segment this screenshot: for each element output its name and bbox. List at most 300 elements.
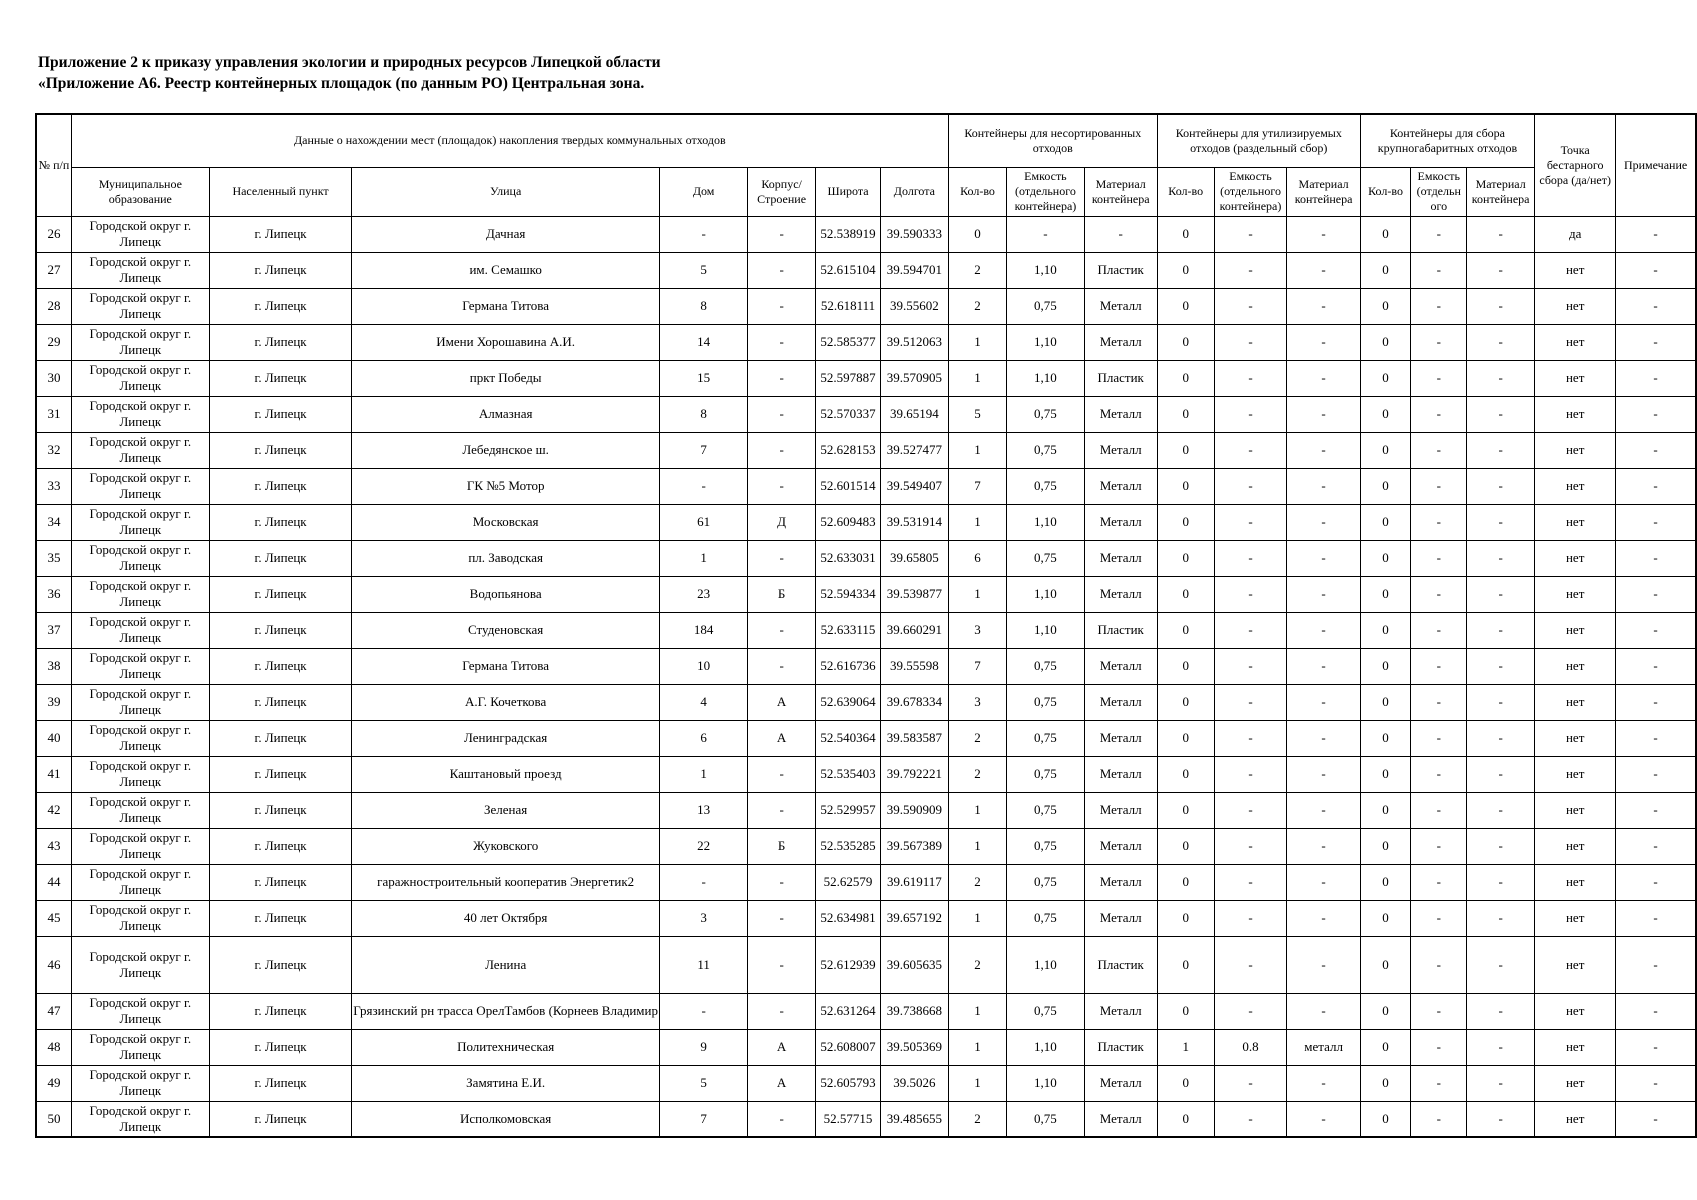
col-header-recycle-material: Материал контейнера (1287, 167, 1360, 216)
cell-num: 43 (36, 828, 71, 864)
cell-settlement: г. Липецк (209, 468, 352, 504)
title-line-2: «Приложение А6. Реестр контейнерных площадок (по данным РО) Центральная зона. (38, 75, 645, 92)
cell-building: - (748, 396, 816, 432)
cell-bulky-material: - (1467, 936, 1535, 993)
col-header-unsorted-count: Кол-во (948, 167, 1007, 216)
table-row (36, 288, 1696, 324)
cell-house: 5 (660, 1065, 748, 1101)
cell-latitude: 52.633115 (816, 612, 881, 648)
cell-longitude: 39.738668 (881, 993, 949, 1029)
cell-recycle-capacity: - (1214, 792, 1287, 828)
cell-bulky-material: - (1467, 216, 1535, 252)
cell-street: Лебедянское ш. (352, 432, 660, 468)
cell-street: Исполкомовская (352, 1101, 660, 1137)
cell-bulky-count: 0 (1360, 900, 1411, 936)
cell-bulky-count: 0 (1360, 936, 1411, 993)
cell-bulky-count: 0 (1360, 504, 1411, 540)
cell-note: - (1616, 1029, 1696, 1065)
cell-latitude: 52.633031 (816, 540, 881, 576)
cell-municipality: Городской округ г. Липецк (71, 612, 209, 648)
cell-unsorted-material: Металл (1084, 792, 1157, 828)
cell-longitude: 39.594701 (881, 252, 949, 288)
cell-bagless: нет (1535, 792, 1616, 828)
cell-num: 33 (36, 468, 71, 504)
cell-settlement: г. Липецк (209, 324, 352, 360)
cell-bulky-count: 0 (1360, 540, 1411, 576)
cell-unsorted-capacity: 1,10 (1007, 252, 1084, 288)
cell-num: 45 (36, 900, 71, 936)
cell-bulky-capacity: - (1411, 993, 1467, 1029)
cell-bagless: нет (1535, 432, 1616, 468)
col-header-bagless: Точка бестарного сбора (да/нет) (1535, 114, 1616, 216)
cell-unsorted-capacity: 1,10 (1007, 1065, 1084, 1101)
cell-building: - (748, 468, 816, 504)
cell-bagless: нет (1535, 324, 1616, 360)
cell-unsorted-capacity: 0,75 (1007, 756, 1084, 792)
cell-settlement: г. Липецк (209, 216, 352, 252)
cell-recycle-capacity: - (1214, 993, 1287, 1029)
cell-recycle-capacity: - (1214, 1101, 1287, 1137)
cell-num: 31 (36, 396, 71, 432)
cell-unsorted-capacity: 0,75 (1007, 792, 1084, 828)
cell-unsorted-count: 1 (948, 324, 1007, 360)
cell-recycle-count: 0 (1157, 612, 1214, 648)
cell-unsorted-capacity: 0,75 (1007, 288, 1084, 324)
cell-latitude: 52.639064 (816, 684, 881, 720)
cell-num: 48 (36, 1029, 71, 1065)
cell-unsorted-material: Металл (1084, 288, 1157, 324)
cell-municipality: Городской округ г. Липецк (71, 684, 209, 720)
cell-recycle-count: 0 (1157, 468, 1214, 504)
cell-bagless: нет (1535, 936, 1616, 993)
table-row (36, 648, 1696, 684)
cell-bagless: нет (1535, 1029, 1616, 1065)
cell-recycle-count: 0 (1157, 252, 1214, 288)
cell-unsorted-capacity: 0,75 (1007, 864, 1084, 900)
cell-bulky-capacity: - (1411, 468, 1467, 504)
cell-recycle-capacity: - (1214, 720, 1287, 756)
cell-house: 1 (660, 756, 748, 792)
table-row (36, 993, 1696, 1029)
cell-unsorted-material: Пластик (1084, 252, 1157, 288)
cell-recycle-material: - (1287, 504, 1360, 540)
cell-street: гаражностроительный кооператив Энергетик2 (352, 864, 660, 900)
cell-settlement: г. Липецк (209, 396, 352, 432)
cell-recycle-capacity: - (1214, 756, 1287, 792)
cell-street: Замятина Е.И. (352, 1065, 660, 1101)
cell-unsorted-count: 3 (948, 612, 1007, 648)
cell-municipality: Городской округ г. Липецк (71, 540, 209, 576)
cell-recycle-material: - (1287, 828, 1360, 864)
cell-recycle-capacity: - (1214, 288, 1287, 324)
cell-note: - (1616, 612, 1696, 648)
table-row (36, 576, 1696, 612)
cell-unsorted-capacity: - (1007, 216, 1084, 252)
cell-unsorted-count: 1 (948, 360, 1007, 396)
cell-bulky-capacity: - (1411, 1101, 1467, 1137)
cell-longitude: 39.65805 (881, 540, 949, 576)
cell-building: - (748, 252, 816, 288)
cell-bulky-count: 0 (1360, 828, 1411, 864)
cell-unsorted-capacity: 1,10 (1007, 360, 1084, 396)
cell-house: - (660, 468, 748, 504)
cell-latitude: 52.612939 (816, 936, 881, 993)
cell-recycle-capacity: - (1214, 432, 1287, 468)
cell-settlement: г. Липецк (209, 432, 352, 468)
cell-recycle-count: 0 (1157, 288, 1214, 324)
cell-settlement: г. Липецк (209, 504, 352, 540)
cell-bagless: нет (1535, 540, 1616, 576)
cell-note: - (1616, 648, 1696, 684)
cell-street: Московская (352, 504, 660, 540)
cell-unsorted-count: 1 (948, 432, 1007, 468)
col-header-street: Улица (352, 167, 660, 216)
cell-municipality: Городской округ г. Липецк (71, 216, 209, 252)
cell-num: 39 (36, 684, 71, 720)
cell-house: - (660, 216, 748, 252)
cell-note: - (1616, 216, 1696, 252)
cell-municipality: Городской округ г. Липецк (71, 936, 209, 993)
cell-bulky-capacity: - (1411, 1029, 1467, 1065)
cell-settlement: г. Липецк (209, 648, 352, 684)
cell-bulky-material: - (1467, 468, 1535, 504)
cell-house: 7 (660, 432, 748, 468)
cell-bulky-count: 0 (1360, 792, 1411, 828)
cell-recycle-count: 0 (1157, 993, 1214, 1029)
cell-longitude: 39.55598 (881, 648, 949, 684)
cell-recycle-count: 0 (1157, 756, 1214, 792)
cell-bulky-material: - (1467, 792, 1535, 828)
cell-longitude: 39.660291 (881, 612, 949, 648)
cell-bulky-material: - (1467, 576, 1535, 612)
cell-street: им. Семашко (352, 252, 660, 288)
cell-recycle-count: 0 (1157, 432, 1214, 468)
cell-building: - (748, 360, 816, 396)
cell-bagless: нет (1535, 720, 1616, 756)
table-row (36, 900, 1696, 936)
cell-longitude: 39.5026 (881, 1065, 949, 1101)
cell-bulky-count: 0 (1360, 612, 1411, 648)
cell-street: А.Г. Кочеткова (352, 684, 660, 720)
cell-municipality: Городской округ г. Липецк (71, 1029, 209, 1065)
cell-municipality: Городской округ г. Липецк (71, 756, 209, 792)
cell-settlement: г. Липецк (209, 792, 352, 828)
cell-street: Алмазная (352, 396, 660, 432)
cell-house: 8 (660, 288, 748, 324)
table-row (36, 252, 1696, 288)
cell-longitude: 39.505369 (881, 1029, 949, 1065)
cell-longitude: 39.792221 (881, 756, 949, 792)
cell-bulky-material: - (1467, 828, 1535, 864)
cell-recycle-material: - (1287, 864, 1360, 900)
cell-house: 4 (660, 684, 748, 720)
cell-bulky-material: - (1467, 504, 1535, 540)
cell-note: - (1616, 864, 1696, 900)
col-header-bulky-material: Материал контейнера (1467, 167, 1535, 216)
cell-num: 27 (36, 252, 71, 288)
cell-longitude: 39.590909 (881, 792, 949, 828)
cell-note: - (1616, 756, 1696, 792)
cell-building: Б (748, 828, 816, 864)
cell-municipality: Городской округ г. Липецк (71, 432, 209, 468)
cell-street: пркт Победы (352, 360, 660, 396)
cell-municipality: Городской округ г. Липецк (71, 396, 209, 432)
cell-house: 22 (660, 828, 748, 864)
table-row (36, 540, 1696, 576)
cell-unsorted-material: Металл (1084, 756, 1157, 792)
cell-settlement: г. Липецк (209, 756, 352, 792)
cell-note: - (1616, 324, 1696, 360)
cell-recycle-material: - (1287, 900, 1360, 936)
cell-bulky-count: 0 (1360, 288, 1411, 324)
cell-municipality: Городской округ г. Липецк (71, 900, 209, 936)
cell-unsorted-count: 7 (948, 468, 1007, 504)
cell-recycle-material: - (1287, 648, 1360, 684)
cell-recycle-capacity: - (1214, 864, 1287, 900)
cell-bulky-capacity: - (1411, 792, 1467, 828)
cell-building: А (748, 720, 816, 756)
cell-unsorted-capacity: 0,75 (1007, 432, 1084, 468)
cell-unsorted-material: Металл (1084, 648, 1157, 684)
cell-house: 184 (660, 612, 748, 648)
cell-bulky-count: 0 (1360, 576, 1411, 612)
cell-bulky-capacity: - (1411, 576, 1467, 612)
cell-recycle-count: 0 (1157, 504, 1214, 540)
cell-bulky-material: - (1467, 432, 1535, 468)
cell-bulky-count: 0 (1360, 684, 1411, 720)
col-header-recycle-capacity: Емкость (отдельного контейнера) (1214, 167, 1287, 216)
cell-note: - (1616, 684, 1696, 720)
table-row (36, 684, 1696, 720)
cell-bulky-capacity: - (1411, 864, 1467, 900)
cell-bagless: нет (1535, 396, 1616, 432)
cell-bagless: нет (1535, 756, 1616, 792)
cell-longitude: 39.531914 (881, 504, 949, 540)
cell-latitude: 52.594334 (816, 576, 881, 612)
cell-unsorted-capacity: 0,75 (1007, 720, 1084, 756)
cell-bulky-count: 0 (1360, 468, 1411, 504)
cell-bulky-count: 0 (1360, 993, 1411, 1029)
cell-municipality: Городской округ г. Липецк (71, 864, 209, 900)
cell-bulky-count: 0 (1360, 252, 1411, 288)
cell-municipality: Городской округ г. Липецк (71, 504, 209, 540)
cell-municipality: Городской округ г. Липецк (71, 828, 209, 864)
cell-recycle-count: 1 (1157, 1029, 1214, 1065)
cell-recycle-material: - (1287, 216, 1360, 252)
cell-unsorted-capacity: 0,75 (1007, 468, 1084, 504)
cell-bulky-material: - (1467, 648, 1535, 684)
header-row-columns (36, 167, 1696, 216)
table-row (36, 936, 1696, 993)
cell-bulky-capacity: - (1411, 900, 1467, 936)
cell-municipality: Городской округ г. Липецк (71, 468, 209, 504)
cell-bulky-material: - (1467, 1101, 1535, 1137)
cell-unsorted-count: 1 (948, 792, 1007, 828)
cell-num: 29 (36, 324, 71, 360)
cell-latitude: 52.631264 (816, 993, 881, 1029)
cell-unsorted-material: Металл (1084, 1065, 1157, 1101)
cell-bulky-count: 0 (1360, 216, 1411, 252)
cell-municipality: Городской округ г. Липецк (71, 288, 209, 324)
cell-recycle-material: - (1287, 756, 1360, 792)
cell-recycle-material: - (1287, 288, 1360, 324)
cell-recycle-material: - (1287, 324, 1360, 360)
cell-num: 28 (36, 288, 71, 324)
cell-street: Германа Титова (352, 288, 660, 324)
cell-bulky-material: - (1467, 288, 1535, 324)
cell-note: - (1616, 252, 1696, 288)
cell-settlement: г. Липецк (209, 828, 352, 864)
cell-bulky-material: - (1467, 1029, 1535, 1065)
col-header-bulky-capacity: Емкость (отдельн ого (1411, 167, 1467, 216)
cell-longitude: 39.549407 (881, 468, 949, 504)
cell-house: 10 (660, 648, 748, 684)
cell-settlement: г. Липецк (209, 993, 352, 1029)
cell-bulky-count: 0 (1360, 324, 1411, 360)
cell-house: 6 (660, 720, 748, 756)
cell-bagless: нет (1535, 468, 1616, 504)
cell-recycle-material: - (1287, 360, 1360, 396)
cell-street: Ленинградская (352, 720, 660, 756)
cell-recycle-material: - (1287, 252, 1360, 288)
cell-bulky-material: - (1467, 252, 1535, 288)
cell-unsorted-material: Металл (1084, 468, 1157, 504)
cell-latitude: 52.570337 (816, 396, 881, 432)
cell-latitude: 52.62579 (816, 864, 881, 900)
cell-bulky-material: - (1467, 756, 1535, 792)
table-body (36, 216, 1696, 1137)
cell-num: 38 (36, 648, 71, 684)
cell-unsorted-material: Металл (1084, 900, 1157, 936)
cell-num: 30 (36, 360, 71, 396)
table-row (36, 792, 1696, 828)
cell-bulky-capacity: - (1411, 828, 1467, 864)
cell-bagless: нет (1535, 504, 1616, 540)
table-row (36, 612, 1696, 648)
cell-longitude: 39.485655 (881, 1101, 949, 1137)
cell-bagless: нет (1535, 684, 1616, 720)
table-row (36, 360, 1696, 396)
cell-longitude: 39.678334 (881, 684, 949, 720)
cell-bagless: нет (1535, 993, 1616, 1029)
cell-house: 5 (660, 252, 748, 288)
cell-note: - (1616, 432, 1696, 468)
cell-house: 14 (660, 324, 748, 360)
cell-house: - (660, 864, 748, 900)
cell-recycle-count: 0 (1157, 1065, 1214, 1101)
cell-building: - (748, 288, 816, 324)
cell-street: Каштановый проезд (352, 756, 660, 792)
cell-latitude: 52.57715 (816, 1101, 881, 1137)
cell-note: - (1616, 468, 1696, 504)
cell-municipality: Городской округ г. Липецк (71, 324, 209, 360)
cell-house: 9 (660, 1029, 748, 1065)
cell-municipality: Городской округ г. Липецк (71, 993, 209, 1029)
cell-longitude: 39.657192 (881, 900, 949, 936)
cell-bulky-capacity: - (1411, 648, 1467, 684)
cell-recycle-count: 0 (1157, 720, 1214, 756)
col-header-house: Дом (660, 167, 748, 216)
cell-unsorted-count: 1 (948, 900, 1007, 936)
cell-building: - (748, 612, 816, 648)
cell-latitude: 52.535285 (816, 828, 881, 864)
cell-bulky-capacity: - (1411, 324, 1467, 360)
cell-recycle-material: - (1287, 432, 1360, 468)
cell-unsorted-count: 2 (948, 720, 1007, 756)
table-row (36, 468, 1696, 504)
cell-num: 47 (36, 993, 71, 1029)
col-header-latitude: Широта (816, 167, 881, 216)
cell-bagless: нет (1535, 828, 1616, 864)
cell-num: 42 (36, 792, 71, 828)
cell-bulky-material: - (1467, 360, 1535, 396)
cell-unsorted-material: Металл (1084, 864, 1157, 900)
cell-latitude: 52.529957 (816, 792, 881, 828)
cell-municipality: Городской округ г. Липецк (71, 576, 209, 612)
cell-unsorted-material: Пластик (1084, 612, 1157, 648)
cell-num: 46 (36, 936, 71, 993)
cell-bulky-material: - (1467, 684, 1535, 720)
cell-recycle-capacity: - (1214, 396, 1287, 432)
col-header-location-group: Данные о нахождении мест (площадок) накопления твердых коммунальных отходов (71, 114, 948, 167)
cell-bagless: нет (1535, 612, 1616, 648)
cell-unsorted-count: 6 (948, 540, 1007, 576)
cell-bulky-capacity: - (1411, 216, 1467, 252)
col-header-recycle-count: Кол-во (1157, 167, 1214, 216)
cell-latitude: 52.628153 (816, 432, 881, 468)
cell-unsorted-capacity: 1,10 (1007, 504, 1084, 540)
cell-unsorted-count: 3 (948, 684, 1007, 720)
cell-recycle-count: 0 (1157, 360, 1214, 396)
col-header-recycle-group: Контейнеры для утилизируемых отходов (раздельный сбор) (1157, 114, 1360, 167)
cell-street: Ленина (352, 936, 660, 993)
container-site-registry-table (35, 113, 1697, 1138)
cell-recycle-material: металл (1287, 1029, 1360, 1065)
cell-building: - (748, 324, 816, 360)
cell-recycle-count: 0 (1157, 648, 1214, 684)
cell-latitude: 52.605793 (816, 1065, 881, 1101)
cell-bulky-count: 0 (1360, 864, 1411, 900)
cell-recycle-material: - (1287, 720, 1360, 756)
cell-recycle-count: 0 (1157, 1101, 1214, 1137)
cell-longitude: 39.65194 (881, 396, 949, 432)
cell-num: 32 (36, 432, 71, 468)
cell-building: - (748, 540, 816, 576)
cell-longitude: 39.619117 (881, 864, 949, 900)
cell-unsorted-capacity: 0,75 (1007, 396, 1084, 432)
cell-latitude: 52.601514 (816, 468, 881, 504)
cell-unsorted-material: Пластик (1084, 1029, 1157, 1065)
cell-recycle-count: 0 (1157, 900, 1214, 936)
cell-street: Водопьянова (352, 576, 660, 612)
cell-recycle-capacity: - (1214, 360, 1287, 396)
cell-bulky-material: - (1467, 612, 1535, 648)
cell-num: 36 (36, 576, 71, 612)
cell-bulky-count: 0 (1360, 396, 1411, 432)
cell-recycle-count: 0 (1157, 864, 1214, 900)
cell-unsorted-material: Металл (1084, 432, 1157, 468)
cell-recycle-capacity: - (1214, 540, 1287, 576)
cell-note: - (1616, 540, 1696, 576)
cell-building: Б (748, 576, 816, 612)
cell-building: - (748, 900, 816, 936)
cell-num: 44 (36, 864, 71, 900)
cell-longitude: 39.539877 (881, 576, 949, 612)
cell-bulky-material: - (1467, 720, 1535, 756)
cell-building: - (748, 756, 816, 792)
cell-recycle-material: - (1287, 612, 1360, 648)
cell-note: - (1616, 1065, 1696, 1101)
